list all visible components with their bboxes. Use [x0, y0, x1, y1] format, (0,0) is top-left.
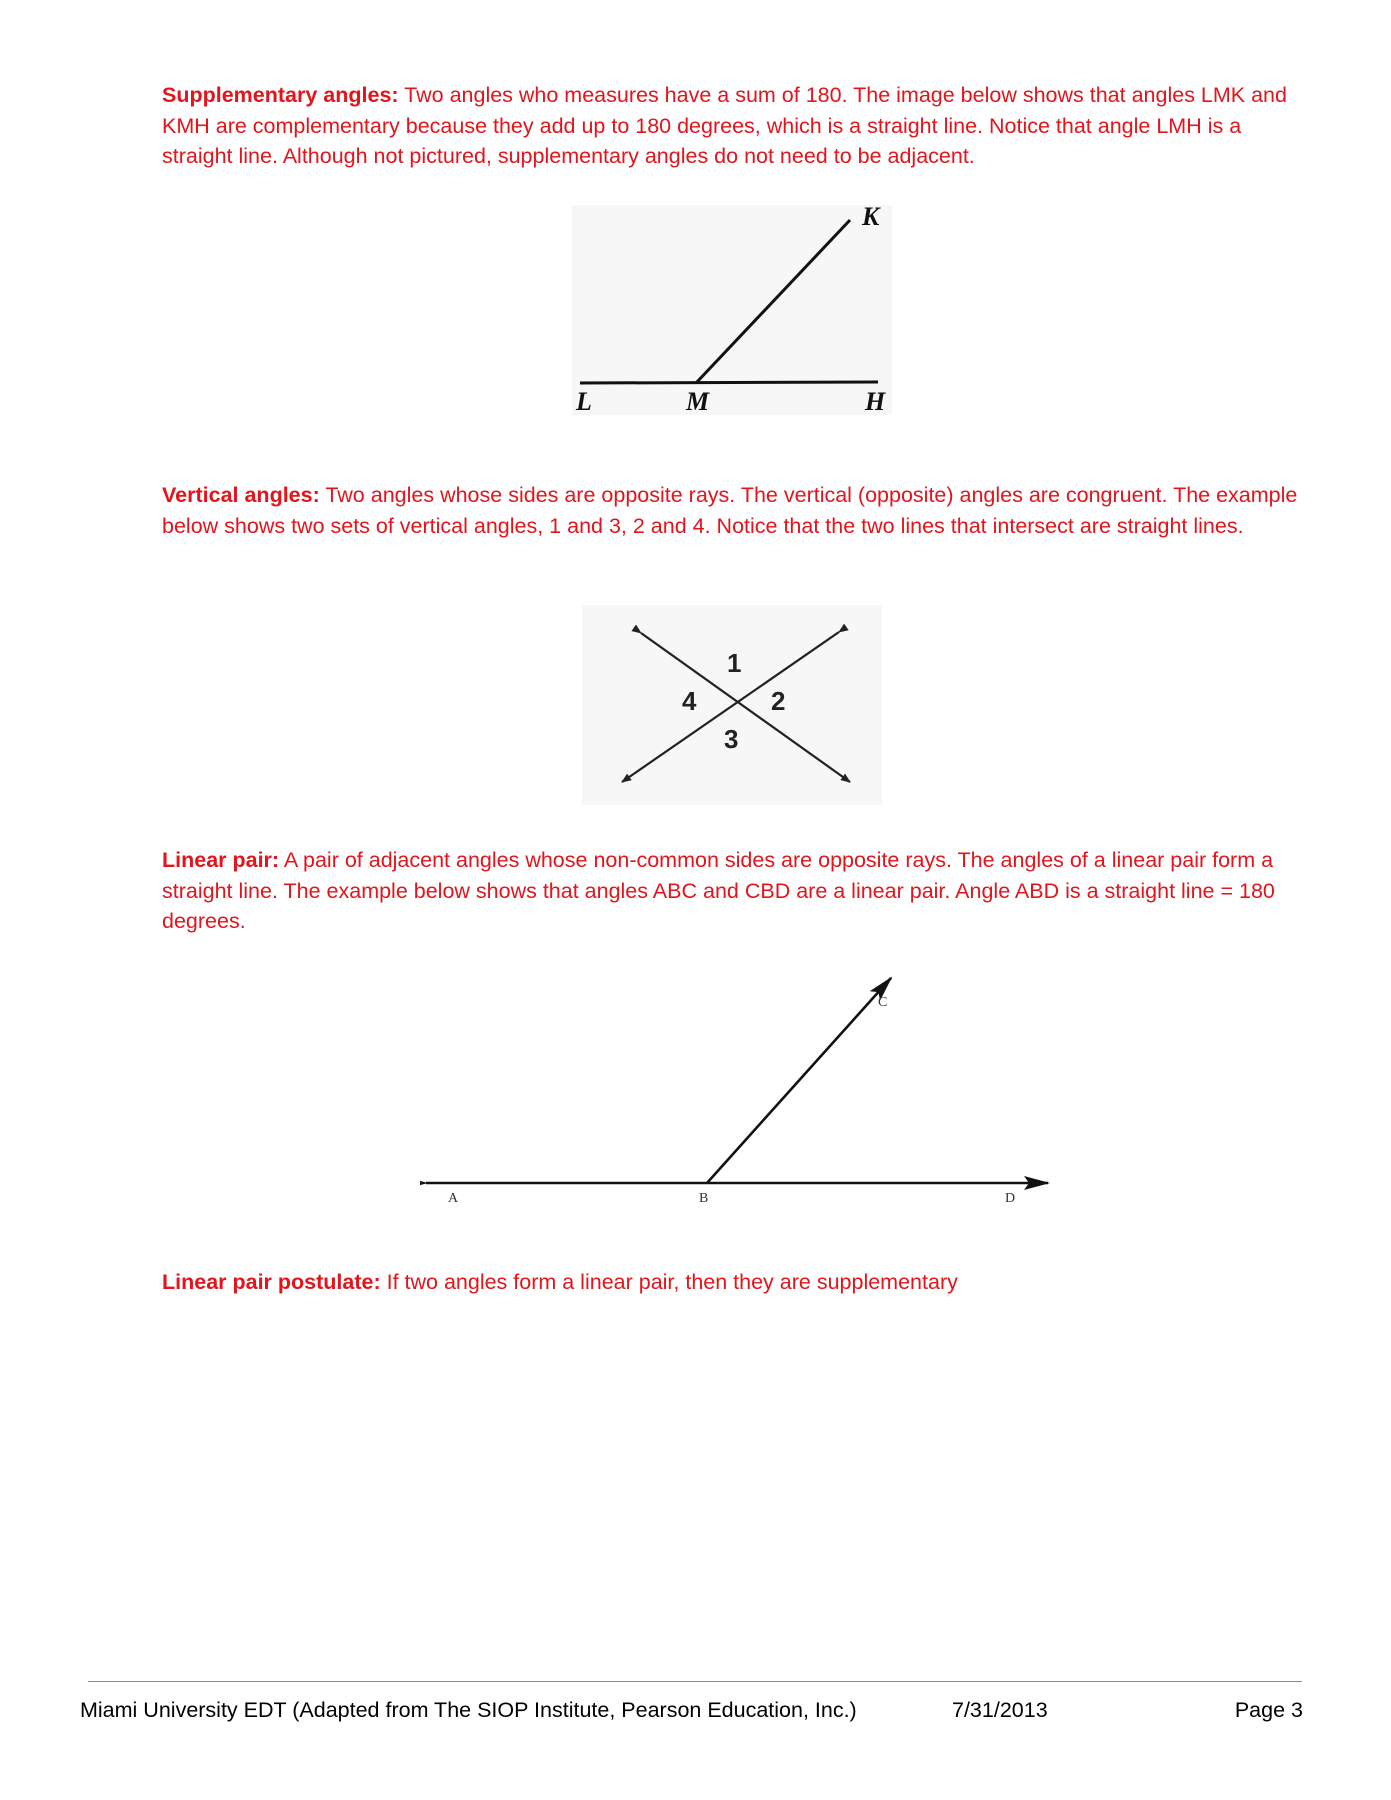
ray-bc	[707, 978, 891, 1183]
point-label-h: H	[865, 387, 886, 415]
angle-label-2: 2	[771, 686, 786, 716]
point-label-m: M	[686, 387, 710, 415]
vertical-angles-definition: Two angles whose sides are opposite rays. The vertical (opposite) angles are congruent. The example below shows two sets of vertical angles, 1 and 3, 2 and 4. Notice that the two lines that intersect are straight lines.	[162, 483, 1298, 538]
supplementary-angles-figure	[572, 205, 892, 415]
vertical-angles-paragraph	[162, 480, 1302, 541]
footer-divider	[88, 1681, 1302, 1682]
footer-date: 7/31/2013	[952, 1698, 1048, 1722]
point-label-d: D	[1005, 1191, 1016, 1206]
point-label-l: L	[576, 387, 592, 415]
line-lh	[580, 382, 878, 383]
linear-pair-paragraph	[162, 845, 1302, 937]
angle-label-3: 3	[724, 724, 739, 754]
linear-pair-term: Linear pair:	[162, 848, 280, 872]
linear-pair-figure	[420, 970, 1060, 1210]
vertical-angles-term: Vertical angles:	[162, 483, 320, 507]
point-label-a: A	[448, 1191, 459, 1206]
angle-label-1: 1	[727, 648, 742, 678]
linear-pair-postulate-statement: If two angles form a linear pair, then they are supplementary	[380, 1270, 958, 1294]
angle-label-4: 4	[682, 686, 697, 716]
footer-source: Miami University EDT (Adapted from The SIOP Institute, Pearson Education, Inc.)	[80, 1698, 857, 1722]
point-label-c: C	[878, 995, 888, 1010]
supplementary-angles-paragraph	[162, 80, 1302, 172]
vertical-angles-figure	[582, 605, 882, 805]
linear-pair-definition: A pair of adjacent angles whose non-common sides are opposite rays. The angles of a linear pair form a straight line. The example below shows that angles ABC and CBD are a linear pair. Angle ABD is a straight line = 180 degrees.	[162, 848, 1275, 933]
supplementary-angles-term: Supplementary angles:	[162, 83, 399, 107]
supplementary-angles-definition: Two angles who measures have a sum of 180. The image below shows that angles LMK and KMH are complementary because they add up to 180 degrees, which is a straight line. Notice that angle LMH is a straight line. Although not pictured, supplementary angles do not need to be adjacent.	[162, 83, 1287, 168]
linear-pair-postulate-term: Linear pair postulate:	[162, 1270, 381, 1294]
footer-page-number: Page 3	[1234, 1698, 1303, 1722]
linear-pair-postulate-paragraph	[162, 1267, 1302, 1298]
point-label-b: B	[699, 1191, 709, 1206]
point-label-k: K	[862, 205, 880, 231]
